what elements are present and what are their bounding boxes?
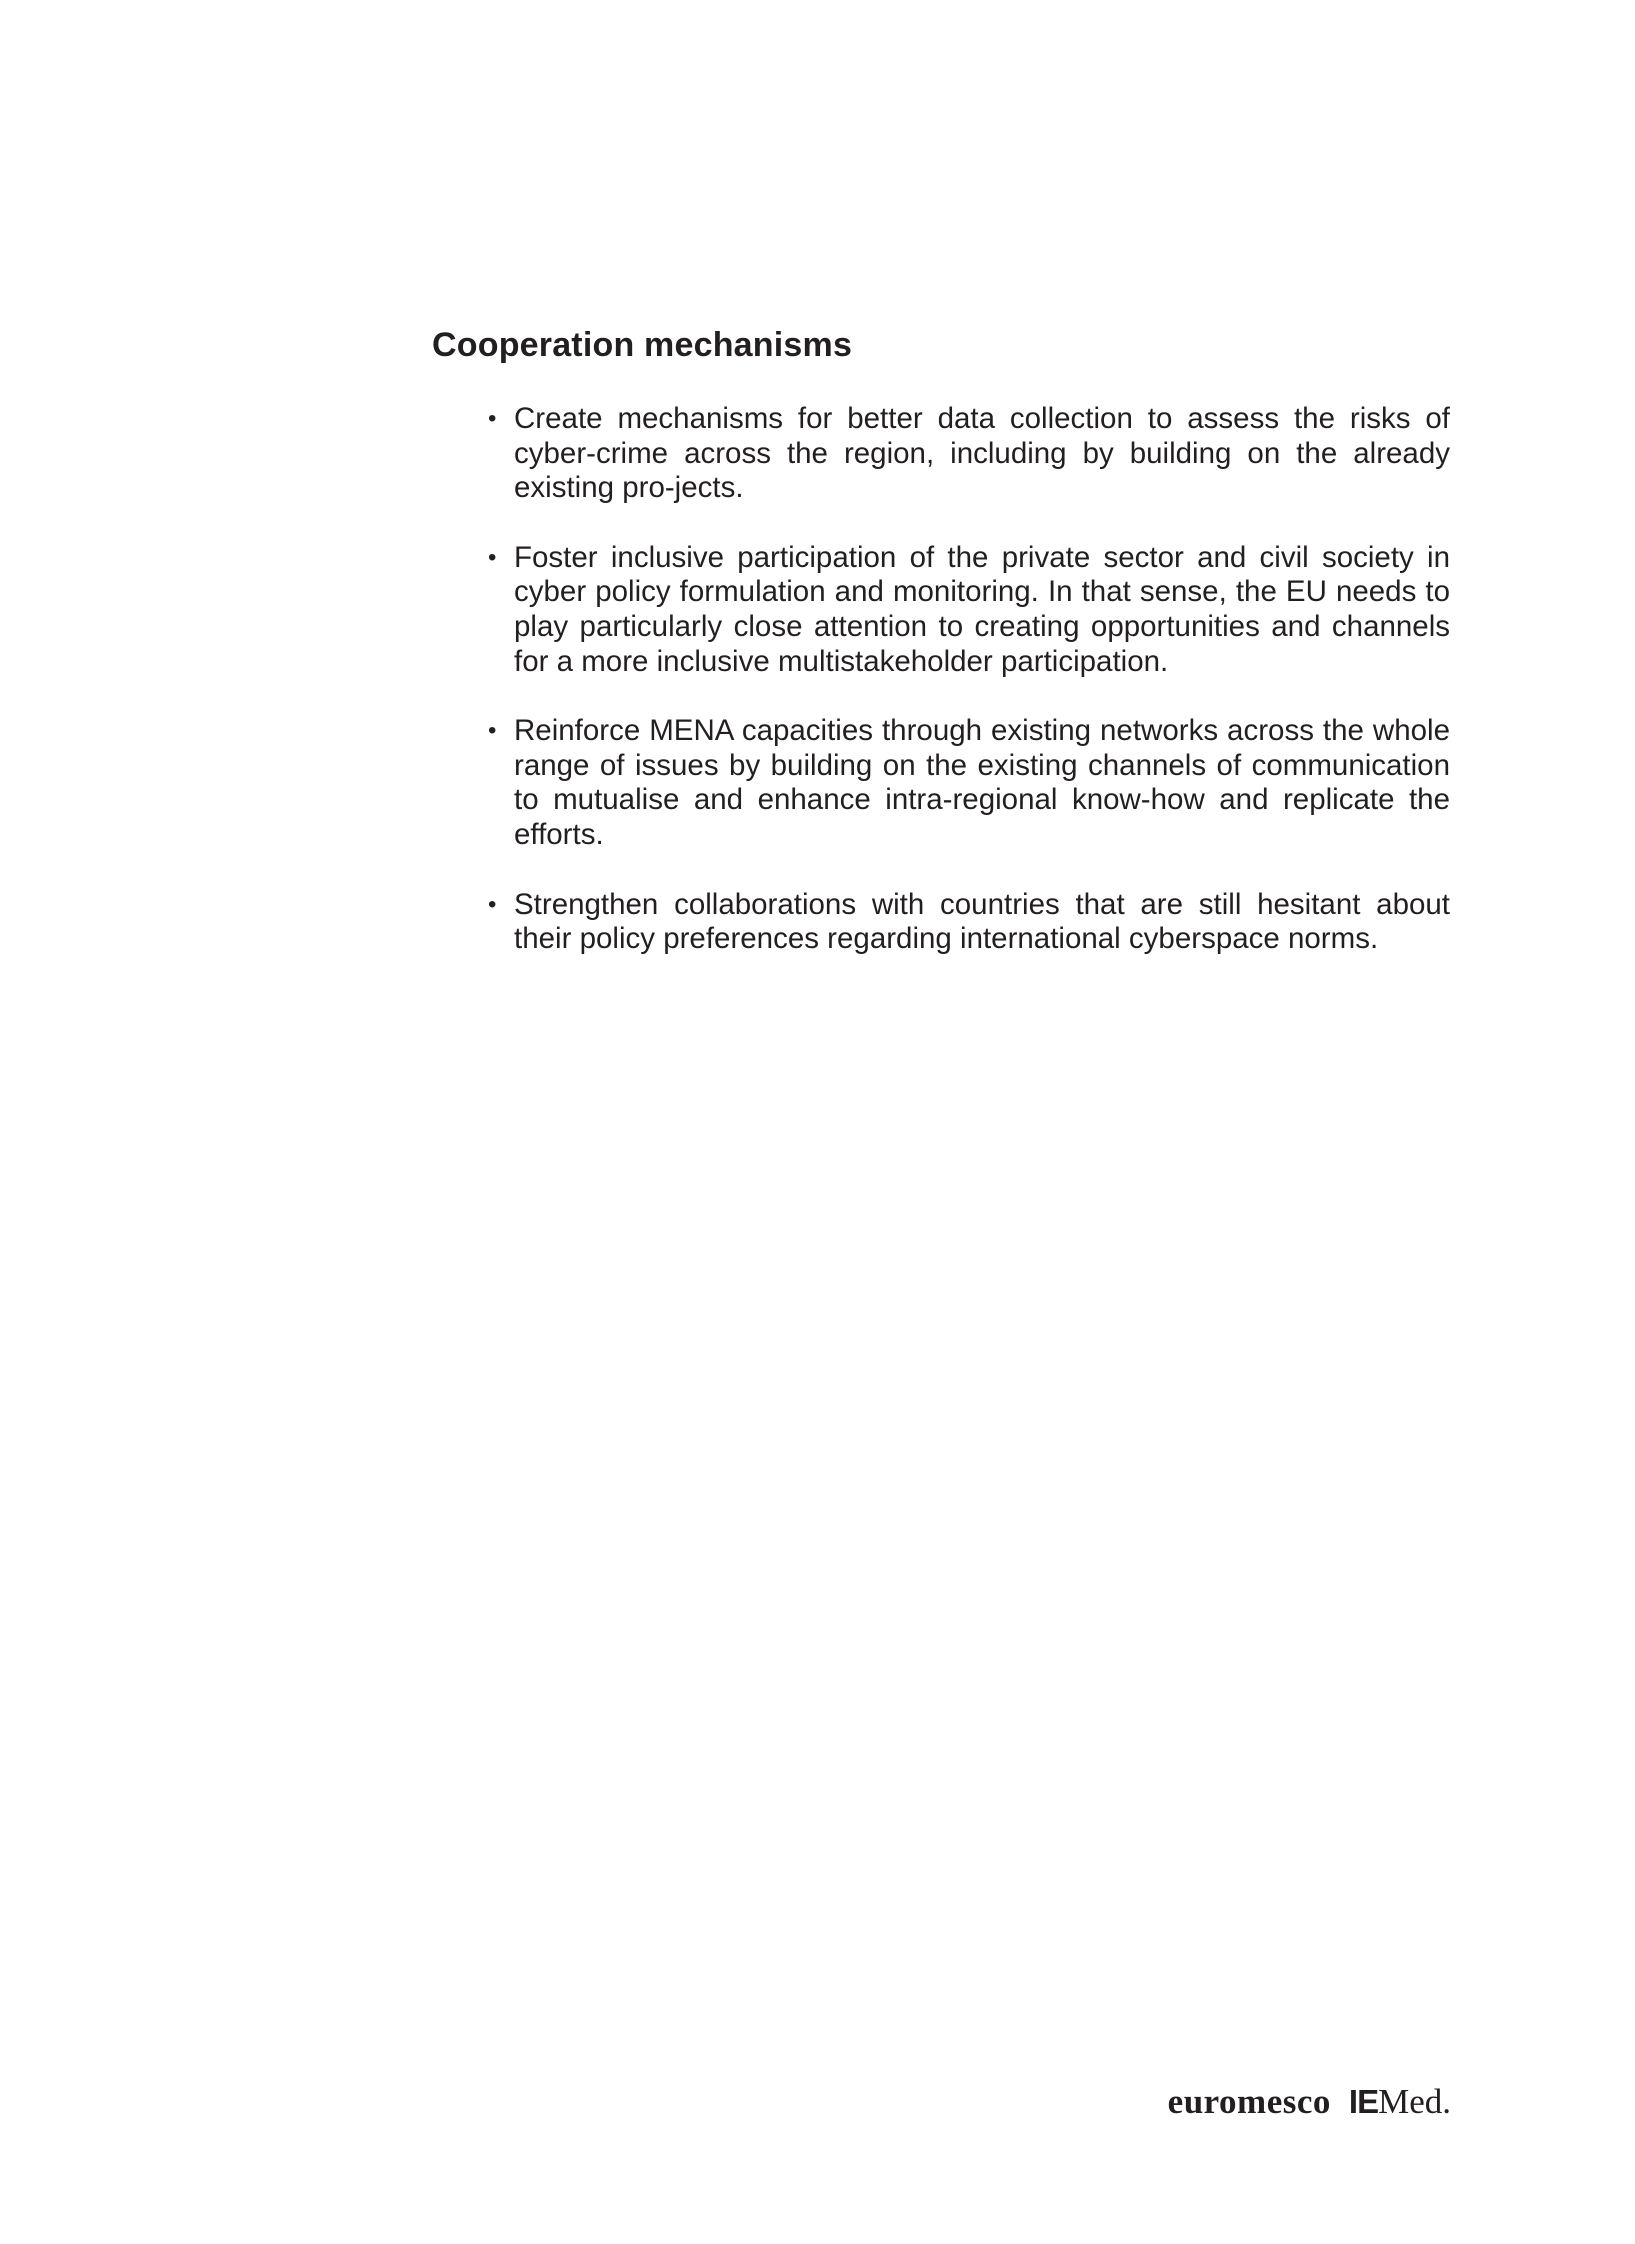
iemed-logo	[1349, 2082, 1451, 2122]
iemed-logo-bold: IE	[1348, 2083, 1379, 2120]
list-item	[488, 714, 1450, 852]
euromesco-logo: euromesco	[1167, 2082, 1331, 2121]
list-item-text: Strengthen collaborations with countries that are still hesitant about their policy preferences regarding international cyberspace norms.	[514, 887, 1450, 956]
list-item-text: Foster inclusive participation of the private sector and civil society in cyber policy formulation and monitoring. In that sense, the EU needs to play particularly close attention to creating opportunities and channels for a more inclusive multistakeholder participation.	[514, 540, 1450, 678]
footer-logos	[1168, 2082, 1451, 2122]
list-item	[488, 888, 1450, 957]
bullet-icon: •	[488, 543, 497, 571]
list-item	[488, 402, 1450, 506]
bullet-list	[488, 402, 1450, 992]
bullet-icon: •	[488, 890, 497, 918]
list-item	[488, 541, 1450, 679]
list-item-text: Reinforce MENA capacities through existing networks across the whole range of issues by building on the existing channels of communication to mutualise and enhance intra-regional know-how and replicate the efforts.	[514, 714, 1450, 851]
iemed-logo-rest: Med.	[1378, 2082, 1451, 2121]
section-title: Cooperation mechanisms	[432, 326, 853, 364]
bullet-icon: •	[488, 717, 497, 745]
list-item-text: Create mechanisms for better data collection to assess the risks of cyber-crime across the region, including by building on the already existing pro-jects.	[514, 402, 1450, 505]
bullet-icon: •	[488, 405, 497, 432]
